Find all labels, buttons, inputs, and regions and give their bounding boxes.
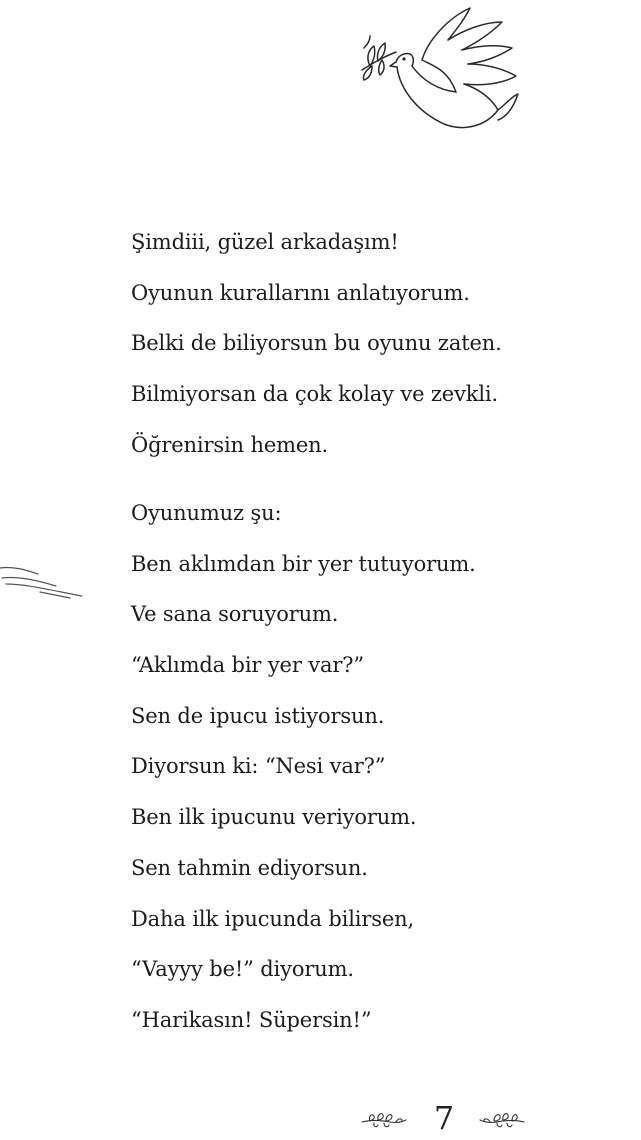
poem-line: Daha ilk ipucunda bilirsen,	[131, 906, 415, 931]
poem-line: Oyunun kurallarını anlatıyorum.	[131, 280, 470, 305]
poem-line: Öğrenirsin hemen.	[131, 432, 329, 457]
poem-line: Sen tahmin ediyorsun.	[131, 855, 368, 880]
poem-line: “Harikasın! Süpersin!”	[131, 1007, 372, 1032]
dove-with-olive-branch-icon	[352, 0, 524, 138]
poem-line: “Vayyy be!” diyorum.	[131, 957, 354, 982]
poem-line: Ben ilk ipucunu veriyorum.	[131, 805, 417, 830]
page-number: 7	[433, 1099, 455, 1137]
page-footer	[360, 1098, 530, 1138]
poem-line: Belki de biliyorsun bu oyunu zaten.	[131, 331, 502, 356]
poem-line: Bilmiyorsan da çok kolay ve zevkli.	[131, 382, 499, 407]
poem-line: Diyorsun ki: “Nesi var?”	[131, 754, 386, 779]
poem-line: Oyunumuz şu:	[131, 501, 282, 525]
poem-line: Ve sana soruyorum.	[131, 602, 339, 627]
poem-line: Sen de ipucu istiyorsun.	[131, 703, 385, 728]
poem-line: Şimdiii, güzel arkadaşım!	[131, 230, 399, 254]
floral-ornament-icon	[478, 1110, 526, 1130]
pen-stroke-squiggle	[0, 548, 90, 604]
poem-line: Ben aklımdan bir yer tutuyorum.	[131, 551, 476, 576]
poem-stanza-1	[131, 219, 502, 472]
floral-ornament-icon	[360, 1110, 408, 1130]
poem-line: “Aklımda bir yer var?”	[131, 653, 364, 678]
poem-stanza-2	[131, 490, 476, 1048]
